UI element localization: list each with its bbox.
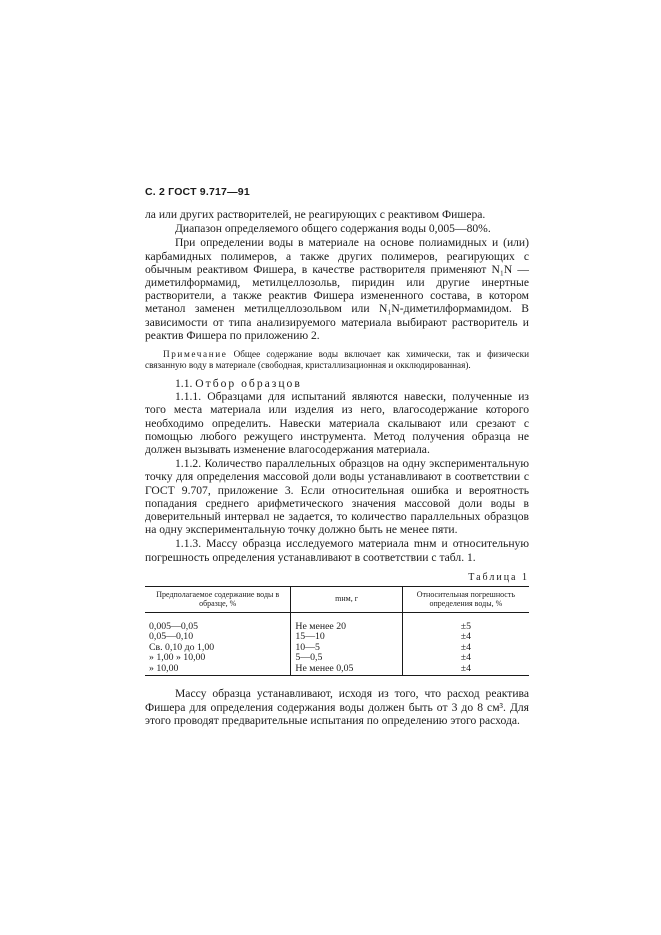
cell-mass: Не менее 0,05 [291, 664, 402, 676]
paragraph-solvents: При определении воды в материале на основе полиамидных и (или) карбамидных полимеров, а также других полимеров, реагирующих с обычным реактивом Фишера, в качестве растворителя применяют N₁N — диметилформамид, метилцеллозольв, пиридин или другие инертные растворители, а также реактив Фишера измененного состава, в котором метанол заменен метилцеллозольвом или N₁N-диметилформамидом. В зависимости от типа анализируемого материала выбирают растворитель и реактив Фишера по приложению 2. [145, 236, 529, 342]
clause-1-1-1: 1.1.1. Образцами для испытаний являются навески, полученные из того места материала или изделия из него, влагосодержание которого необходимо определить. Навески материала скалывают или срезают с помощью любого режущего инструмента. Метод получения образца не должен вызывать изменение влагосодержания материала. [145, 390, 529, 457]
document-body [145, 208, 529, 728]
note [145, 349, 529, 371]
page-header: С. 2 ГОСТ 9.717—91 [145, 186, 250, 198]
cell-error: ±4 [402, 632, 529, 643]
cell-error: ±5 [402, 612, 529, 632]
note-label: Примечание [163, 349, 228, 360]
cell-content: 0,005—0,05 [149, 620, 198, 632]
cell-content: » 10,00 [145, 664, 291, 676]
table-caption: Таблица 1 [468, 571, 529, 583]
section-number: 1.1. [175, 377, 193, 391]
cell-error: ±4 [402, 664, 529, 676]
cell-content: 0,05—0,10 [149, 631, 194, 643]
paragraph-sample-mass: Массу образца устанавливают, исходя из того, что расход реактива Фишера для определения содержания воды должен быть от 3 до 8 см³. Для этого проводят предварительные испытания по определению этого расхода. [145, 687, 529, 727]
section-title: Отбор образцов [195, 377, 302, 391]
cell-error: ±4 [402, 653, 529, 664]
table-row [145, 612, 529, 632]
table-1 [145, 586, 529, 677]
cell-mass: 5—0,5 [291, 653, 402, 664]
cell-mass: Не менее 20 [291, 612, 402, 632]
table-header-row [145, 586, 529, 612]
cell-mass: 10—5 [291, 643, 402, 654]
cell-mass: 15—10 [291, 632, 402, 643]
clause-1-1-2: 1.1.2. Количество параллельных образцов на одну экспериментальную точку для определения массовой доли воды устанавливают в соответствии с ГОСТ 9.707, приложение 3. Если относительная ошибка и вероятность попадания среднего арифметического значения массовой доли воды в доверительный интервал не задается, то количество параллельных образцов на одну экспериментальную точку должно быть не менее пяти. [145, 457, 529, 537]
clause-1-1-3: 1.1.3. Массу образца исследуемого материала mнм и относительную погрешность определения устанавливают в соответствии с табл. 1. [145, 537, 529, 564]
header-mass: mнм, г [291, 586, 402, 612]
cell-error: ±4 [402, 643, 529, 654]
cell-content: Св. 0,10 до 1,00 [149, 641, 215, 653]
cell-content: » 1,00 » 10,00 [149, 652, 206, 664]
paragraph-range: Диапазон определяемого общего содержания воды 0,005—80%. [175, 222, 491, 236]
header-water-content: Предполагаемое содержание воды в образце, % [145, 586, 291, 612]
note-text: Общее содержание воды включает как химически, так и физически связанную воду в материале (свободная, кристаллизационная и окклюдированная). [145, 349, 530, 371]
table-row [145, 664, 529, 676]
header-error: Относительная погрешность определения воды, % [402, 586, 529, 612]
paragraph-continuation: ла или других растворителей, не реагирующих с реактивом Фишера. [145, 208, 486, 221]
section-heading [145, 377, 529, 390]
